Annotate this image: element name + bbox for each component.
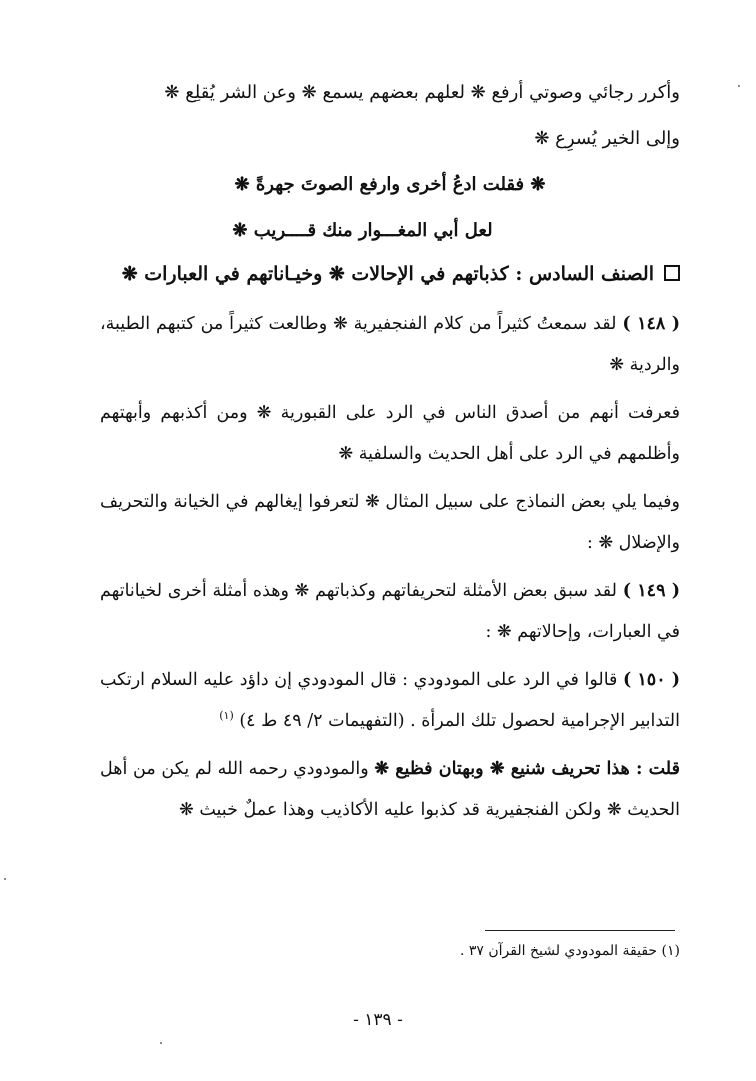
paragraph-examples xyxy=(100,482,680,564)
closing-lead: قلت : هذا تحريف شنيع ❋ وبهتان فظيع ❋ xyxy=(374,759,680,779)
scan-speck xyxy=(4,878,6,880)
footnote-divider xyxy=(485,930,675,931)
scan-speck xyxy=(160,1042,162,1044)
paragraph-148 xyxy=(100,304,680,386)
footnote-ref[interactable]: (١) xyxy=(219,709,234,723)
footnote: (١) حقيقة المودودي لشيخ القرآن ٣٧ . xyxy=(459,943,680,959)
verse-line-2: وإلى الخير يُسرِع ❋ xyxy=(534,128,680,149)
paragraph-text: وفيما يلي بعض النماذج على سبيل المثال ❋ لتعرفوا إيغالهم في الخيانة والتحريف والإضلال ❋ : xyxy=(100,492,680,553)
paragraph-150 xyxy=(100,660,680,742)
square-bullet-icon xyxy=(664,265,680,281)
verse-line-3: ❋ فقلت ادعُ أخرى وارفع الصوتَ جهرةً ❋ xyxy=(234,174,546,195)
paragraph-number: ( ١٤٨ ) xyxy=(622,314,680,334)
paragraph-text: لقد سمعتُ كثيراً من كلام الفنجفيرية ❋ وطالعت كثيراً من كتبهم الطيبة، والردية ❋ xyxy=(100,314,680,375)
closing-text: والمودودي رحمه الله لم يكن من أهل الحديث ❋ ولكن الفنجفيرية قد كذبوا عليه الأكاذيب وهذا عملٌ خبيث ❋ xyxy=(100,759,680,820)
scan-speck xyxy=(738,85,740,87)
paragraph-text: لقد سبق بعض الأمثلة لتحريفاتهم وكذباتهم ❋ وهذه أمثلة أخرى لخياناتهم في العبارات، وإحالاتهم ❋ : xyxy=(100,581,680,642)
paragraph-number: ( ١٥٠ ) xyxy=(623,670,680,690)
paragraph-number: ( ١٤٩ ) xyxy=(622,581,681,601)
section-heading xyxy=(100,254,680,294)
page-number: - ١٣٩ - xyxy=(353,1010,403,1030)
paragraph-truthful xyxy=(100,393,680,475)
section-heading-text: كذباتهم في الإحالات ❋ وخيـاناتهم في العبارات ❋ xyxy=(121,263,509,285)
paragraph-text: فعرفت أنهم من أصدق الناس في الرد على القبورية ❋ ومن أكذبهم وأبهتهم وأظلمهم في الرد على أهل الحديث والسلفية ❋ xyxy=(100,403,680,464)
page-body xyxy=(100,70,680,838)
paragraph-149 xyxy=(100,571,680,653)
section-heading-label: الصنف السادس : xyxy=(515,263,654,285)
verse-line-4: لعل أبي المغـــوار منك قــــريب ❋ xyxy=(232,220,493,241)
verse-line-1: وأكرر رجائي وصوتي أرفع ❋ لعلهم بعضهم يسمع ❋ وعن الشر يُقلِع ❋ xyxy=(164,82,680,103)
paragraph-closing xyxy=(100,749,680,831)
paragraph-text: قالوا في الرد على المودودي : قال المودودي إن داؤد عليه السلام ارتكب التدابير الإجرامية لحصول تلك المرأة . (التفهيمات ٢/ ٤٩ ط ٤) xyxy=(100,670,680,731)
